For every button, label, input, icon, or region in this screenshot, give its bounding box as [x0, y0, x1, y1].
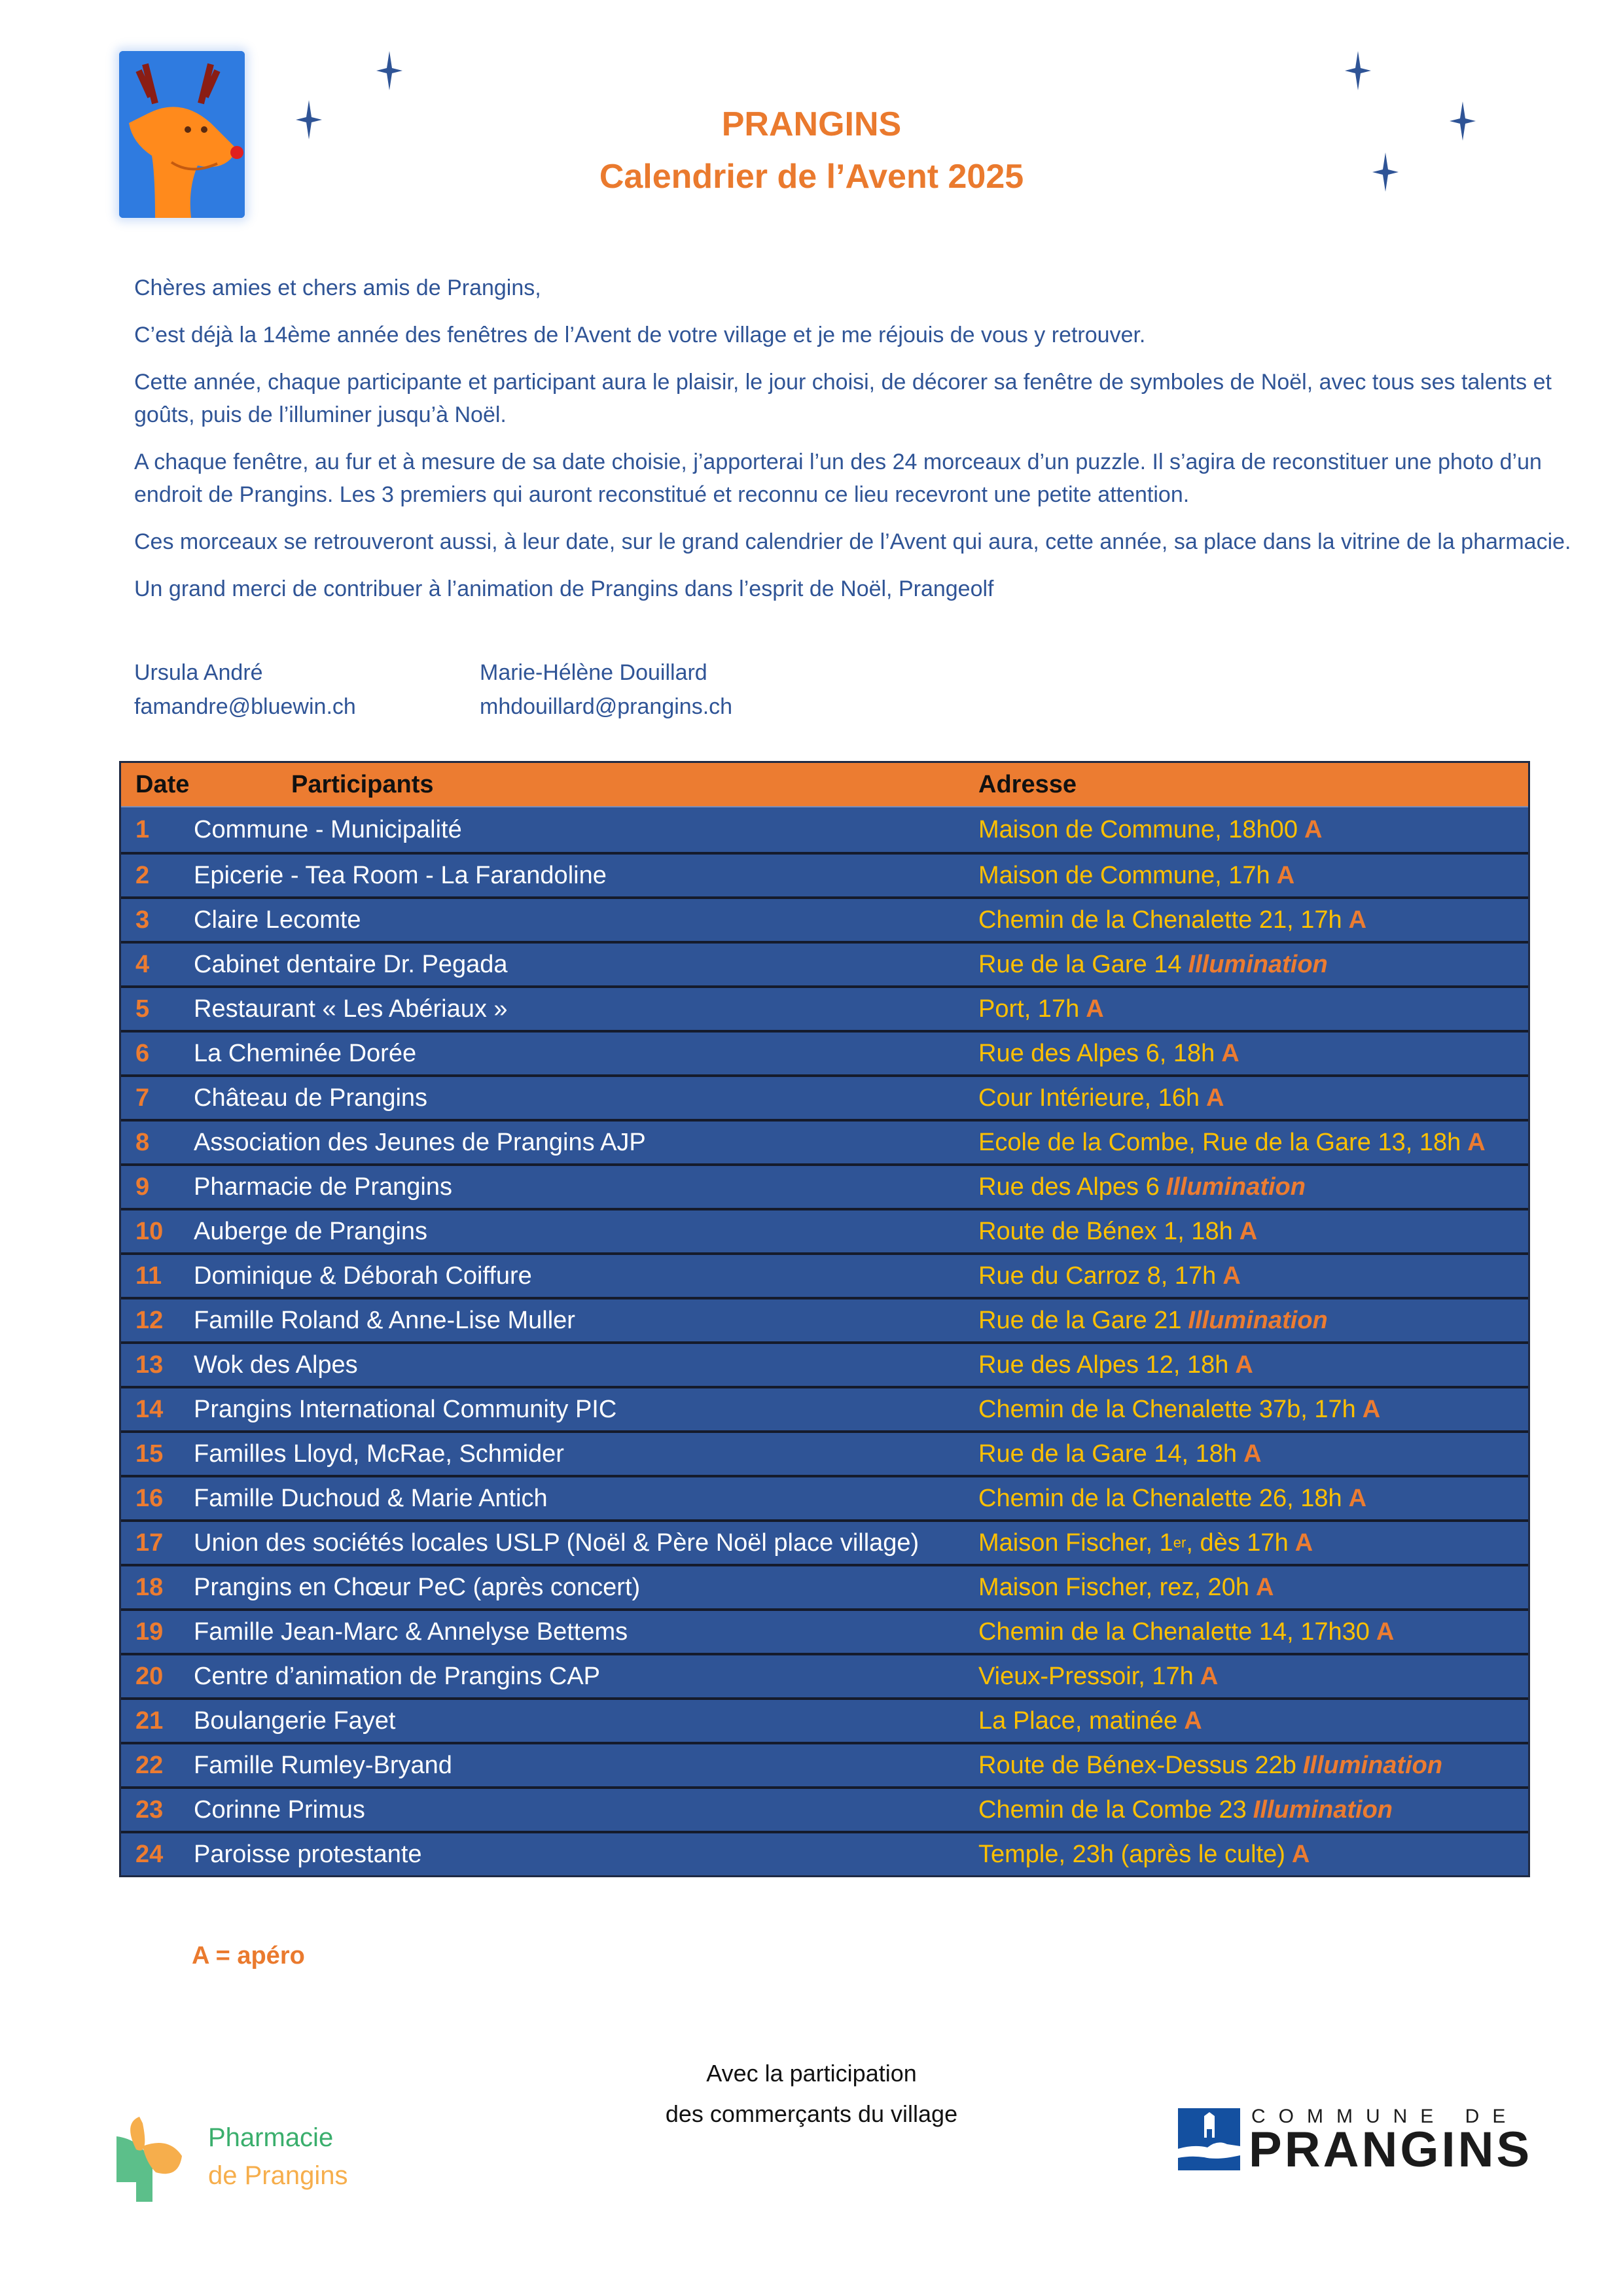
row-participant: Famille Roland & Anne-Lise Muller: [194, 1306, 575, 1334]
illumination-tag: Illumination: [1166, 1173, 1306, 1201]
address-text: Rue des Alpes 6, 18h: [978, 1039, 1215, 1067]
row-address: [978, 1566, 1274, 1608]
row-address: [978, 1700, 1202, 1742]
apero-tag: A: [1235, 1351, 1253, 1379]
apero-tag: A: [1348, 906, 1367, 934]
address-text: La Place, matinée: [978, 1706, 1178, 1735]
row-participant: Commune - Municipalité: [194, 815, 462, 843]
row-address: [978, 1477, 1366, 1519]
signature-name: Ursula André: [134, 660, 263, 685]
row-address: [978, 807, 1322, 852]
row-address: [978, 1299, 1328, 1341]
row-address: Maison Fischer, 1 er , dès 17h A: [978, 1528, 1313, 1557]
address-text: Maison Fischer, rez, 20h: [978, 1573, 1249, 1601]
sparkle-star-icon: [376, 51, 402, 90]
row-date: 15: [135, 1439, 164, 1468]
address-text: Port, 17h: [978, 995, 1080, 1023]
letter-paragraph: Un grand merci de contribuer à l’animation de Prangins dans l’esprit de Noël, Prangeolf: [134, 576, 994, 601]
footer-line-1: Avec la participation: [706, 2060, 917, 2087]
row-date: 4: [135, 950, 150, 978]
row-address: [978, 1122, 1486, 1163]
row-date: 13: [135, 1351, 164, 1379]
address-text: Route de Bénex 1, 18h: [978, 1217, 1233, 1245]
sparkle-star-icon: [1345, 51, 1371, 90]
row-participant: Cabinet dentaire Dr. Pegada: [194, 950, 508, 978]
address-text: Temple, 23h (après le culte): [978, 1840, 1285, 1868]
letter-greeting: Chères amies et chers amis de Prangins,: [134, 275, 541, 300]
row-address: [978, 1655, 1218, 1697]
row-date: 17: [135, 1528, 164, 1557]
row-participant: Association des Jeunes de Prangins AJP: [194, 1128, 646, 1156]
row-address: [978, 1789, 1393, 1831]
row-address: [978, 855, 1294, 896]
row-date: 9: [135, 1173, 150, 1201]
address-text: Chemin de la Chenalette 14, 17h30: [978, 1617, 1370, 1646]
advent-calendar-table: [119, 761, 1530, 1877]
pharmacy-logo-line-1: Pharmacie: [208, 2123, 334, 2152]
apero-tag: A: [1184, 1706, 1202, 1735]
address-text: Maison Fischer, 1: [978, 1528, 1173, 1557]
address-text: Rue du Carroz 8, 17h: [978, 1262, 1217, 1290]
row-date: 21: [135, 1706, 164, 1735]
row-date: 19: [135, 1617, 164, 1646]
table-row: [121, 941, 1528, 985]
apero-tag: A: [1243, 1439, 1262, 1468]
apero-tag: A: [1467, 1128, 1486, 1156]
table-row: [121, 1208, 1528, 1252]
address-text: Chemin de la Combe 23: [978, 1795, 1247, 1824]
table-row: [121, 1430, 1528, 1475]
table-row: [121, 1697, 1528, 1742]
header-date: Date: [135, 770, 190, 798]
table-row: [121, 1074, 1528, 1119]
signature-name: Marie-Hélène Douillard: [480, 660, 707, 685]
row-participant: Auberge de Prangins: [194, 1217, 428, 1245]
row-date: 6: [135, 1039, 150, 1067]
signature-email[interactable]: mhdouillard@prangins.ch: [480, 694, 733, 719]
table-row: [121, 1519, 1528, 1564]
address-text: Rue de la Gare 14, 18h: [978, 1439, 1238, 1468]
title-line-2: Calendrier de l’Avent 2025: [599, 158, 1024, 196]
apero-tag: A: [1205, 1084, 1224, 1112]
pharmacy-logo-line-2: de Prangins: [208, 2161, 348, 2190]
row-date: 1: [135, 815, 150, 843]
address-text: Vieux-Pressoir, 17h: [978, 1662, 1194, 1690]
address-text: Rue des Alpes 6: [978, 1173, 1160, 1201]
footer-line-2: des commerçants du village: [665, 2100, 958, 2127]
letter-paragraph: Ces morceaux se retrouveront aussi, à leur date, sur le grand calendrier de l’Avent qui aura, cette année, sa place dans la vitrine de la pharmacie.: [134, 529, 1571, 554]
legend-apero: A = apéro: [192, 1942, 305, 1969]
row-address: [978, 988, 1104, 1030]
signature-email[interactable]: famandre@bluewin.ch: [134, 694, 356, 719]
row-participant: Paroisse protestante: [194, 1840, 422, 1868]
table-row: [121, 1297, 1528, 1341]
row-address: [978, 1388, 1380, 1430]
row-participant: Epicerie - Tea Room - La Farandoline: [194, 861, 607, 889]
row-address: [978, 1433, 1262, 1475]
illumination-tag: Illumination: [1188, 950, 1328, 978]
row-address: [978, 1210, 1257, 1252]
butterfly-cross-icon: [116, 2117, 202, 2202]
row-participant: Boulangerie Fayet: [194, 1706, 396, 1735]
page-title: [0, 98, 1623, 203]
row-participant: Château de Prangins: [194, 1084, 428, 1112]
row-participant: Famille Jean-Marc & Annelyse Bettems: [194, 1617, 628, 1646]
row-address: [978, 1611, 1394, 1653]
apero-tag: A: [1376, 1617, 1395, 1646]
row-date: 24: [135, 1840, 164, 1868]
address-text: Rue des Alpes 12, 18h: [978, 1351, 1229, 1379]
table-row: [121, 1119, 1528, 1163]
row-date: 12: [135, 1306, 164, 1334]
row-participant: Famille Rumley-Bryand: [194, 1751, 452, 1779]
table-row: [121, 1786, 1528, 1831]
address-text: Ecole de la Combe, Rue de la Gare 13, 18h: [978, 1128, 1461, 1156]
illumination-tag: Illumination: [1253, 1795, 1393, 1824]
apero-tag: A: [1276, 861, 1295, 889]
table-row: [121, 1742, 1528, 1786]
row-date: 5: [135, 995, 150, 1023]
row-date: 18: [135, 1573, 164, 1601]
illumination-tag: Illumination: [1188, 1306, 1328, 1334]
table-row: [121, 1341, 1528, 1386]
row-participant: Restaurant « Les Abériaux »: [194, 995, 508, 1023]
commune-logo-line-2: PRANGINS: [1249, 2122, 1533, 2178]
address-text: Rue de la Gare 21: [978, 1306, 1182, 1334]
table-header: [121, 763, 1528, 807]
row-date: 23: [135, 1795, 164, 1824]
row-address: [978, 1744, 1442, 1786]
pharmacy-logo: [116, 2117, 378, 2202]
table-row: [121, 1475, 1528, 1519]
address-text: Chemin de la Chenalette 37b, 17h: [978, 1395, 1356, 1423]
illumination-tag: Illumination: [1302, 1751, 1443, 1779]
apero-tag: A: [1239, 1217, 1258, 1245]
row-date: 2: [135, 861, 150, 889]
apero-tag: A: [1086, 995, 1104, 1023]
row-date: 22: [135, 1751, 164, 1779]
apero-tag: A: [1291, 1840, 1310, 1868]
row-participant: Wok des Alpes: [194, 1351, 358, 1379]
row-address: [978, 1077, 1224, 1119]
address-text: Route de Bénex-Dessus 22b: [978, 1751, 1296, 1779]
table-row: [121, 807, 1528, 852]
table-row: [121, 1163, 1528, 1208]
row-date: 10: [135, 1217, 164, 1245]
apero-tag: A: [1222, 1262, 1241, 1290]
commune-logo-line-1: COMMUNE DE: [1251, 2106, 1519, 2127]
table-row: [121, 852, 1528, 896]
castle-tower-icon: [1178, 2108, 1240, 2170]
row-participant: Centre d’animation de Prangins CAP: [194, 1662, 601, 1690]
address-text: Maison de Commune, 18h00: [978, 815, 1298, 843]
header-address: Adresse: [978, 770, 1077, 798]
row-participant: Famille Duchoud & Marie Antich: [194, 1484, 548, 1512]
row-address: [978, 1166, 1306, 1208]
apero-tag: A: [1221, 1039, 1240, 1067]
apero-tag: A: [1255, 1573, 1274, 1601]
row-date: 3: [135, 906, 150, 934]
address-text: Chemin de la Chenalette 21, 17h: [978, 906, 1342, 934]
table-row: [121, 1564, 1528, 1608]
address-text: Rue de la Gare 14: [978, 950, 1182, 978]
table-row: [121, 1831, 1528, 1875]
apero-tag: A: [1362, 1395, 1381, 1423]
signature-ursula: [134, 656, 356, 724]
table-row: [121, 1608, 1528, 1653]
row-participant: Corinne Primus: [194, 1795, 365, 1824]
row-participant: Union des sociétés locales USLP (Noël & Père Noël place village): [194, 1528, 919, 1557]
table-row: [121, 1252, 1528, 1297]
apero-tag: A: [1294, 1528, 1313, 1557]
apero-tag: A: [1304, 815, 1323, 843]
row-address: [978, 1033, 1240, 1074]
row-address: [978, 899, 1366, 941]
table-body: [121, 807, 1528, 1875]
table-row: [121, 896, 1528, 941]
address-text: Maison de Commune, 17h: [978, 861, 1270, 889]
row-date: 16: [135, 1484, 164, 1512]
letter-paragraph: A chaque fenêtre, au fur et à mesure de sa date choisie, j’apporterai l’un des 24 morceaux d’un puzzle. Il s’agira de reconstituer une photo d’un endroit de Prangins. Les 3 premiers qui auront reconstitué et reconnu ce lieu recevront une petite attention.: [134, 450, 1542, 507]
table-row: [121, 1030, 1528, 1074]
row-date: 20: [135, 1662, 164, 1690]
row-participant: La Cheminée Dorée: [194, 1039, 417, 1067]
address-text: Cour Intérieure, 16h: [978, 1084, 1200, 1112]
row-address: [978, 1255, 1241, 1297]
commune-logo: [1178, 2106, 1533, 2178]
header-participants: Participants: [291, 770, 434, 798]
row-participant: Familles Lloyd, McRae, Schmider: [194, 1439, 564, 1468]
row-address: [978, 944, 1328, 985]
address-text: Chemin de la Chenalette 26, 18h: [978, 1484, 1342, 1512]
row-participant: Prangins en Chœur PeC (après concert): [194, 1573, 641, 1601]
row-address: [978, 1833, 1310, 1875]
table-row: [121, 1386, 1528, 1430]
row-date: 11: [135, 1262, 162, 1290]
row-participant: Prangins International Community PIC: [194, 1395, 617, 1423]
apero-tag: A: [1348, 1484, 1367, 1512]
row-date: 14: [135, 1395, 164, 1423]
address-text: , dès 17h: [1186, 1528, 1289, 1557]
row-date: 7: [135, 1084, 150, 1112]
apero-tag: A: [1200, 1662, 1219, 1690]
row-participant: Pharmacie de Prangins: [194, 1173, 452, 1201]
letter-paragraph: C’est déjà la 14ème année des fenêtres de l’Avent de votre village et je me réjouis de vous y retrouver.: [134, 323, 1146, 347]
letter-paragraph: Cette année, chaque participante et participant aura le plaisir, le jour choisi, de décorer sa fenêtre de symboles de Noël, avec tous ses talents et goûts, puis de l’illuminer jusqu’à Noël.: [134, 370, 1552, 427]
table-row: [121, 1653, 1528, 1697]
table-row: [121, 985, 1528, 1030]
row-address: [978, 1344, 1253, 1386]
intro-letter: [134, 272, 1574, 620]
signature-marie-helene: [480, 656, 732, 724]
row-participant: Dominique & Déborah Coiffure: [194, 1262, 532, 1290]
title-line-1: PRANGINS: [721, 105, 902, 143]
row-date: 8: [135, 1128, 150, 1156]
row-participant: Claire Lecomte: [194, 906, 361, 934]
